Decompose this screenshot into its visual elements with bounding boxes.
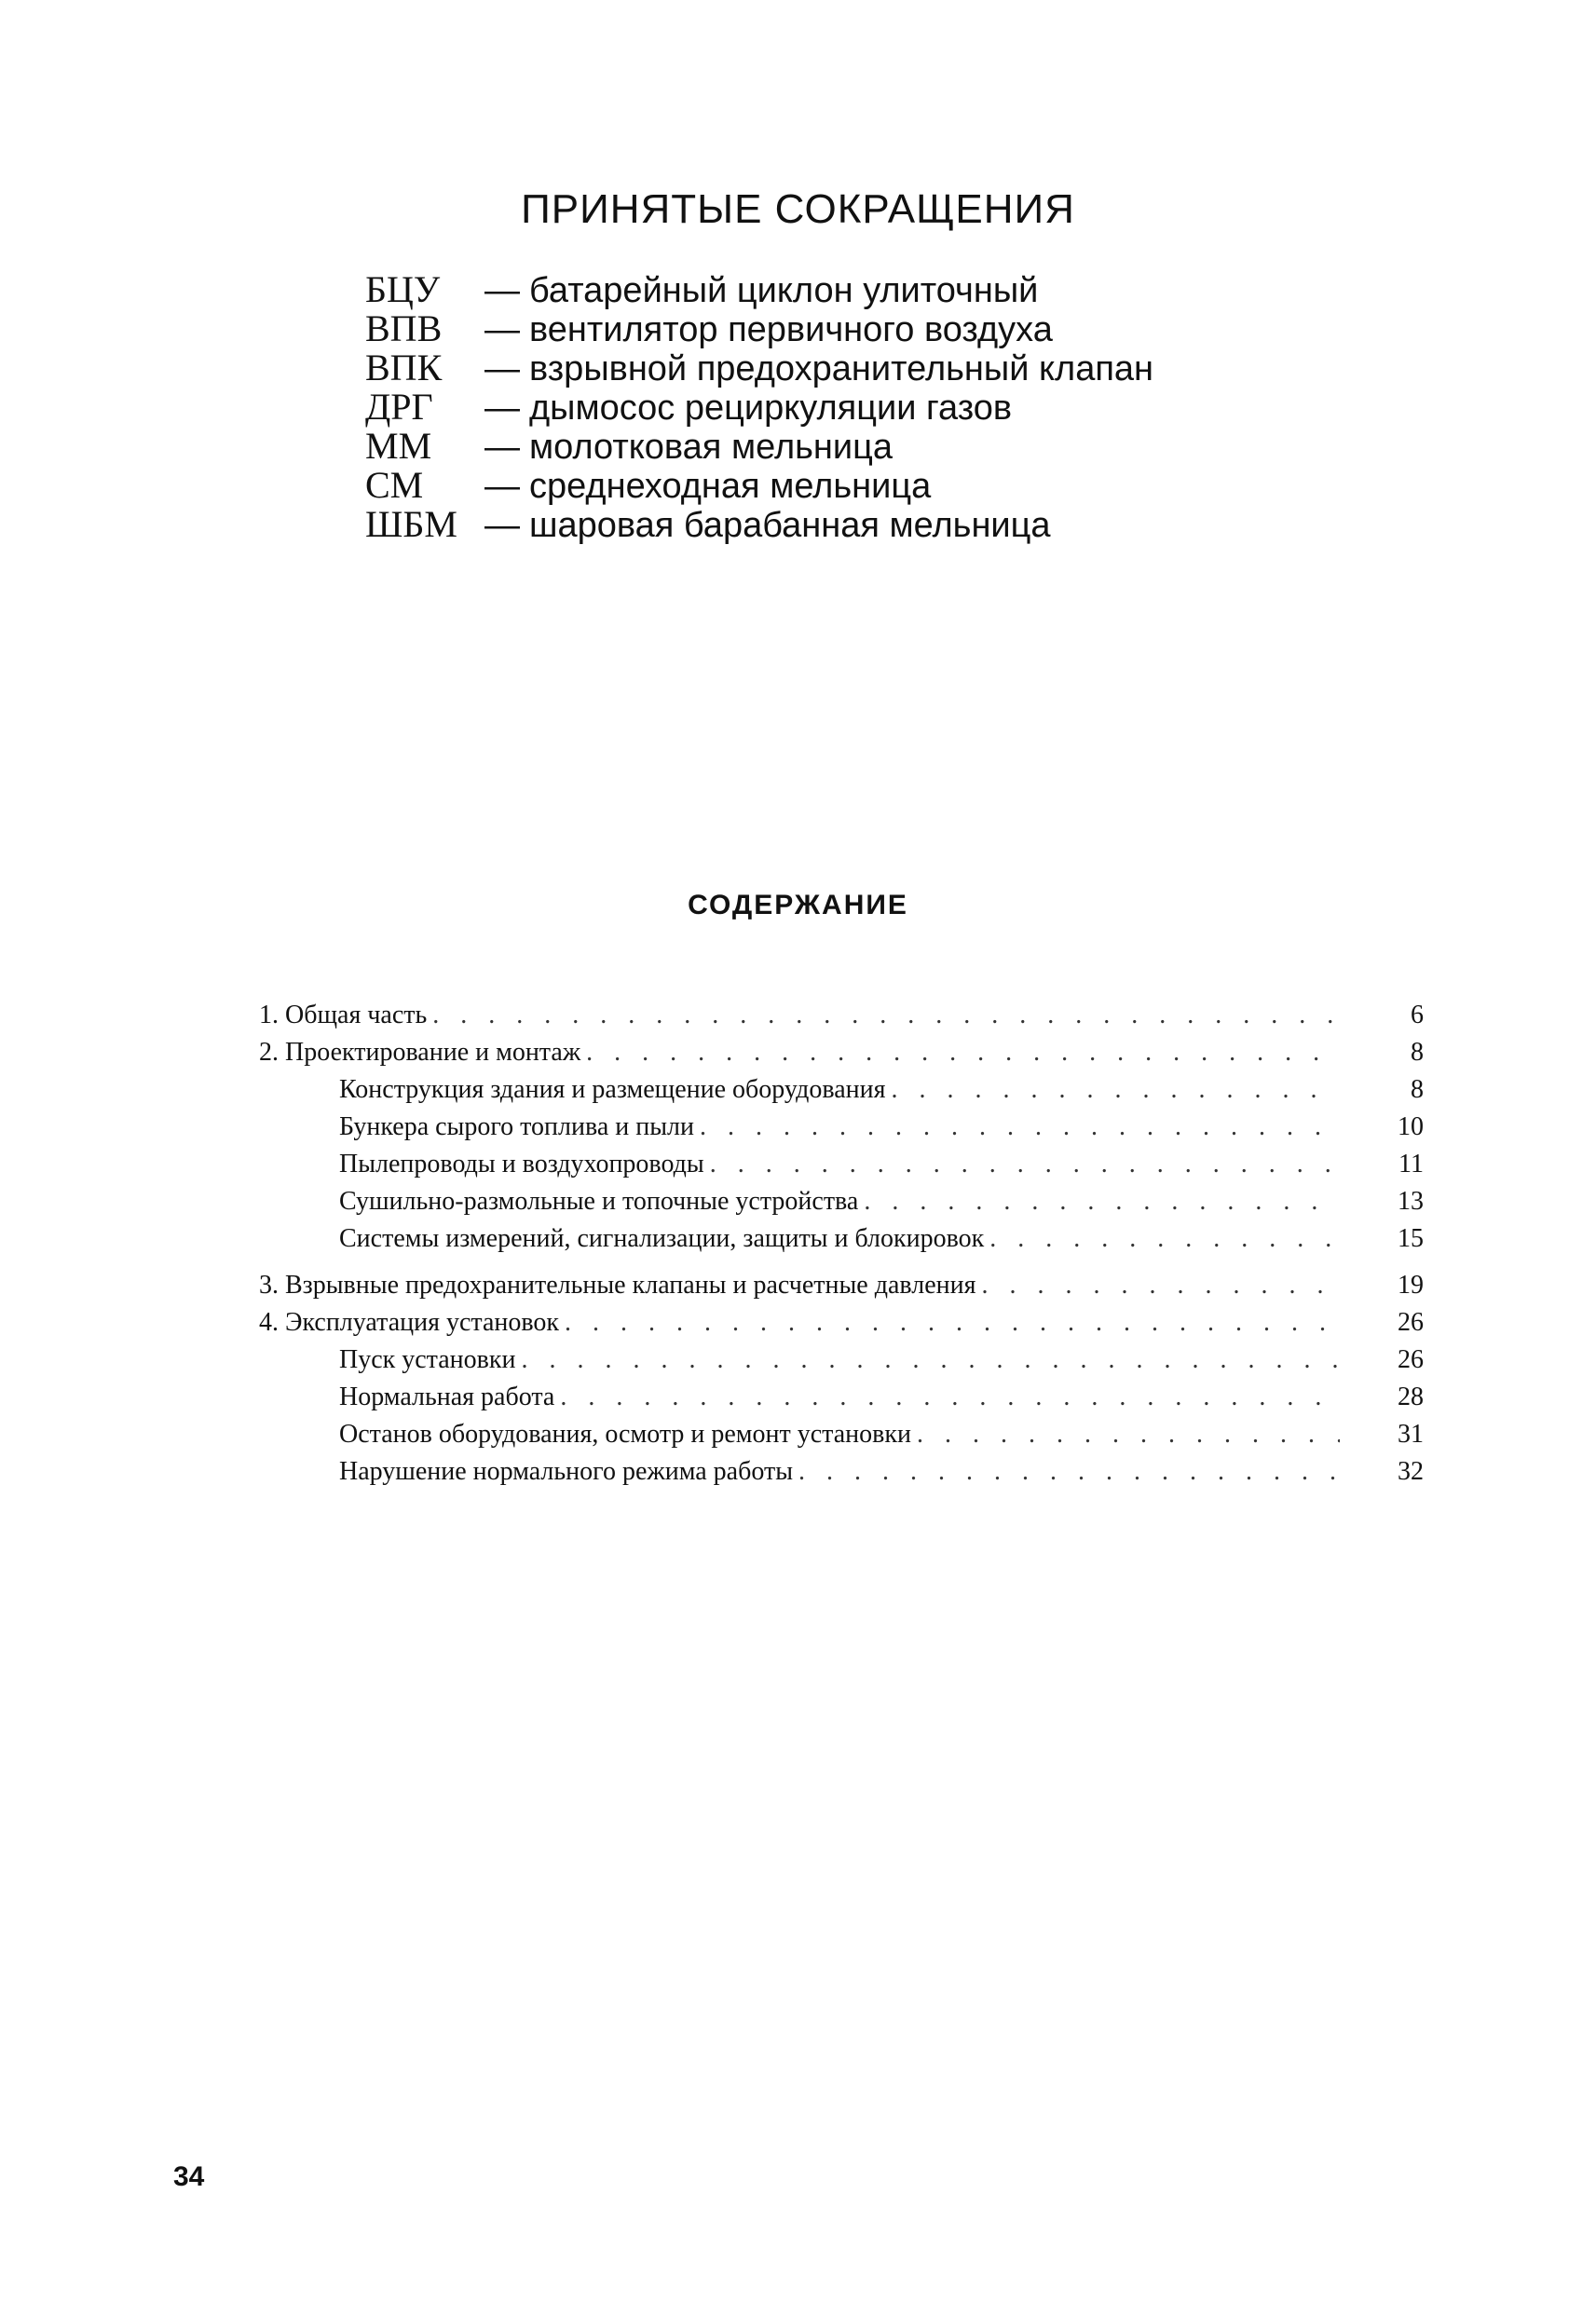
table-of-contents [259, 997, 1424, 1491]
abbreviation-code: ММ [365, 425, 432, 467]
abbreviation-item [365, 270, 1153, 309]
toc-page-number: 13 [1398, 1187, 1424, 1216]
toc-entry-text: Пылепроводы и воздухопроводы [339, 1150, 704, 1178]
toc-leader-dots [694, 1109, 1340, 1146]
toc-entry-text: 1. Общая часть [259, 1001, 428, 1029]
abbreviation-dash: — [484, 467, 520, 506]
toc-entry-text: Сушильно-размольные и топочные устройства [339, 1187, 859, 1216]
toc-leader-dots [515, 1342, 1340, 1379]
abbreviation-dash: — [484, 310, 520, 349]
toc-entry-text: Останов оборудования, осмотр и ремонт установки [339, 1420, 911, 1449]
abbreviation-code: ВПВ [365, 307, 443, 349]
toc-leader-dots [554, 1379, 1340, 1416]
abbreviation-code: СМ [365, 464, 424, 506]
toc-page-number: 31 [1398, 1420, 1424, 1449]
abbreviation-dash: — [484, 271, 520, 310]
toc-entry-abnormal-mode[interactable] [259, 1453, 1424, 1491]
abbreviation-definition: вентилятор первичного воздуха [529, 310, 1053, 349]
toc-entry-text: Пуск установки [339, 1345, 516, 1374]
toc-leader-dots [559, 1304, 1340, 1342]
abbreviation-definition: дымосос рециркуляции газов [529, 388, 1013, 428]
toc-entry-text: 4. Эксплуатация установок [259, 1308, 560, 1337]
abbreviation-code: ВПК [365, 347, 443, 388]
toc-page-number: 26 [1398, 1345, 1424, 1374]
toc-page-number: 8 [1411, 1075, 1424, 1104]
abbreviation-dash: — [484, 506, 520, 545]
abbreviation-definition: среднеходная мельница [529, 467, 932, 506]
toc-entry-dust-air-ducts[interactable] [259, 1146, 1424, 1183]
abbreviation-item [365, 348, 1153, 388]
abbreviation-code: БЦУ [365, 268, 441, 310]
toc-entry-text: Системы измерений, сигнализации, защиты и блокировок [339, 1224, 985, 1253]
toc-leader-dots [427, 997, 1340, 1034]
contents-title: СОДЕРЖАНИЕ [688, 890, 908, 920]
toc-entry-text: Бункера сырого топлива и пыли [339, 1112, 694, 1141]
toc-entry-operation[interactable] [259, 1304, 1424, 1342]
toc-entry-design-installation[interactable] [259, 1034, 1424, 1071]
abbreviation-item [365, 388, 1153, 427]
toc-entry-text: Конструкция здания и размещение оборудования [339, 1075, 886, 1104]
page-number: 34 [173, 2161, 205, 2192]
toc-entry-startup[interactable] [259, 1342, 1424, 1379]
toc-page-number: 28 [1398, 1383, 1424, 1411]
toc-entry-text: 3. Взрывные предохранительные клапаны и расчетные давления [259, 1271, 976, 1300]
toc-page-number: 19 [1398, 1271, 1424, 1300]
toc-page-number: 6 [1411, 1001, 1424, 1029]
toc-entry-text: Нормальная работа [339, 1383, 555, 1411]
toc-entry-drying-grinding[interactable] [259, 1183, 1424, 1220]
abbreviation-definition: взрывной предохранительный клапан [529, 349, 1154, 388]
abbreviation-item [365, 309, 1153, 348]
abbreviation-code: ДРГ [365, 386, 433, 428]
toc-entry-shutdown-repair[interactable] [259, 1416, 1424, 1453]
toc-page-number: 32 [1398, 1457, 1424, 1486]
abbreviation-dash: — [484, 388, 520, 428]
abbreviation-definition: молотковая мельница [529, 428, 893, 467]
abbreviation-dash: — [484, 428, 520, 467]
toc-leader-dots [975, 1267, 1340, 1304]
abbreviation-item [365, 505, 1153, 544]
toc-leader-dots [886, 1071, 1340, 1109]
toc-entry-normal-operation[interactable] [259, 1379, 1424, 1416]
toc-leader-dots [793, 1453, 1340, 1491]
toc-leader-dots [911, 1416, 1340, 1453]
toc-entry-explosion-valves[interactable] [259, 1267, 1424, 1304]
abbreviation-item [365, 466, 1153, 505]
toc-entry-text: 2. Проектирование и монтаж [259, 1038, 581, 1067]
toc-leader-dots [704, 1146, 1340, 1183]
abbreviations-title: ПРИНЯТЫЕ СОКРАЩЕНИЯ [521, 186, 1075, 232]
abbreviation-item [365, 427, 1153, 466]
toc-entry-fuel-bunkers[interactable] [259, 1109, 1424, 1146]
toc-entry-measurement-systems[interactable] [259, 1220, 1424, 1258]
abbreviation-dash: — [484, 349, 520, 388]
abbreviation-code: ШБМ [365, 503, 457, 545]
toc-entry-building-construction[interactable] [259, 1071, 1424, 1109]
toc-page-number: 15 [1398, 1224, 1424, 1253]
toc-page-number: 10 [1398, 1112, 1424, 1141]
toc-leader-dots [580, 1034, 1340, 1071]
toc-page-number: 8 [1411, 1038, 1424, 1067]
toc-leader-dots [858, 1183, 1340, 1220]
toc-entry-text: Нарушение нормального режима работы [339, 1457, 794, 1486]
abbreviations-list [365, 270, 1153, 544]
toc-page-number: 26 [1398, 1308, 1424, 1337]
toc-entry-general[interactable] [259, 997, 1424, 1034]
abbreviation-definition: батарейный циклон улиточный [529, 271, 1039, 310]
toc-leader-dots [984, 1220, 1340, 1258]
abbreviation-definition: шаровая барабанная мельница [529, 506, 1051, 545]
toc-page-number: 11 [1398, 1150, 1424, 1178]
